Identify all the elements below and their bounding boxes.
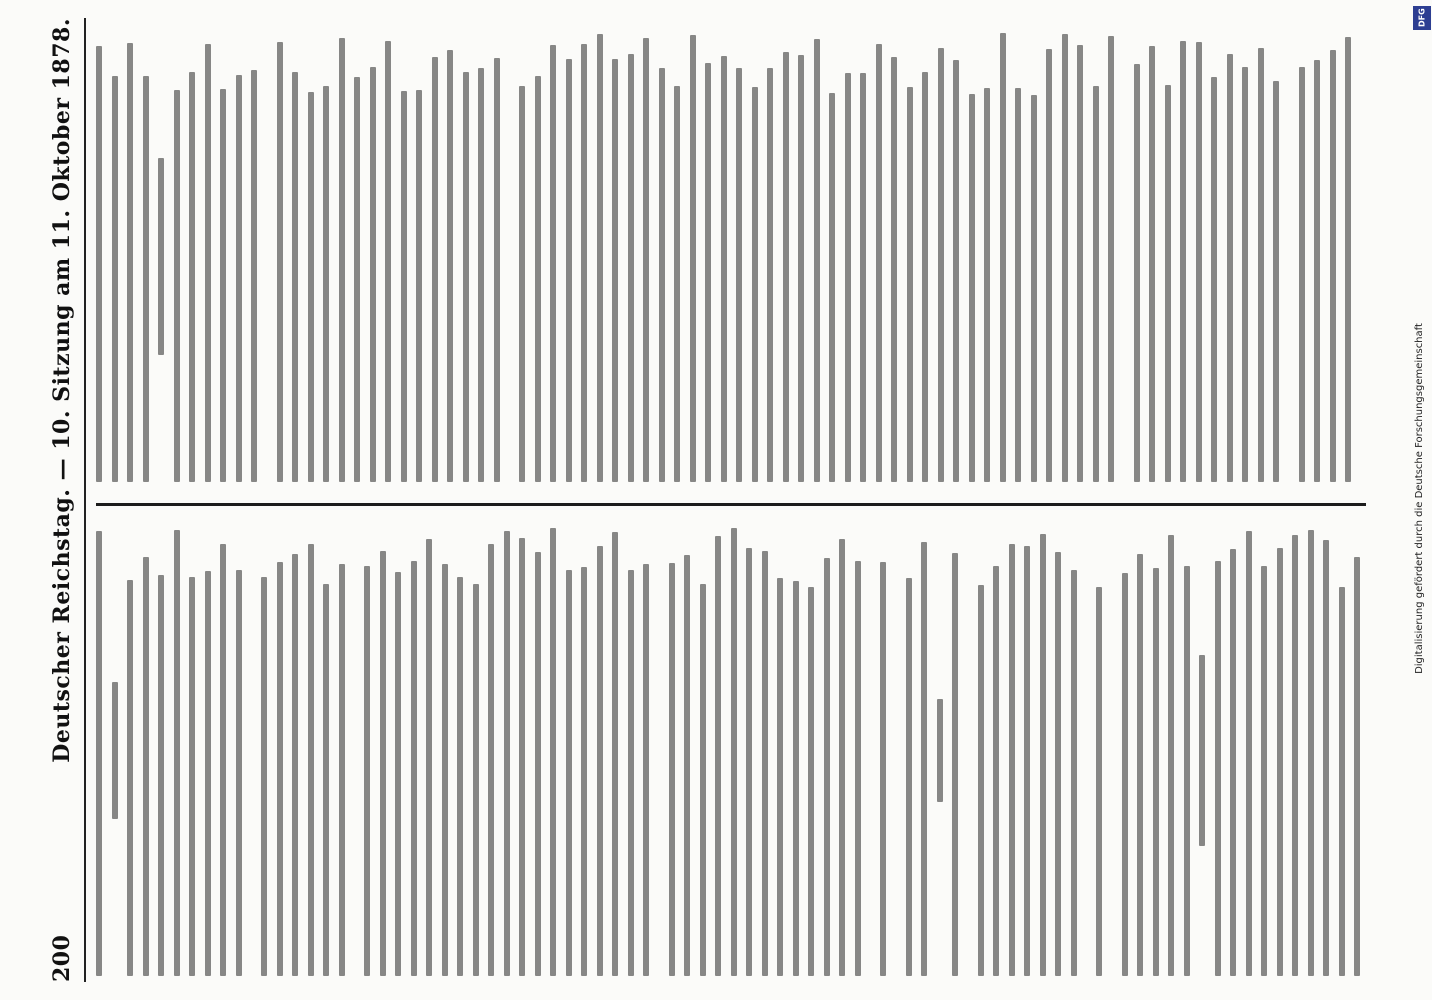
text-line <box>251 70 257 482</box>
text-line <box>690 35 696 482</box>
text-line <box>953 60 959 482</box>
text-line <box>1000 33 1006 482</box>
text-line <box>1153 568 1159 976</box>
text-line <box>1077 45 1083 482</box>
centered-text-line <box>112 683 118 820</box>
paragraph-gap <box>896 526 906 976</box>
text-line <box>1242 67 1248 482</box>
text-line <box>798 55 804 482</box>
text-line <box>1071 570 1077 976</box>
text-line <box>1354 557 1360 976</box>
paragraph-gap <box>1112 526 1122 976</box>
text-line <box>143 558 149 977</box>
text-line <box>891 57 897 482</box>
text-line <box>969 94 975 482</box>
text-line <box>700 584 706 976</box>
text-line <box>1261 566 1267 976</box>
column-divider <box>96 503 1366 506</box>
text-line <box>411 561 417 976</box>
text-line <box>597 546 603 976</box>
text-line <box>1046 49 1052 482</box>
text-line <box>1015 88 1021 482</box>
text-line <box>504 531 510 976</box>
text-line <box>855 561 861 976</box>
text-line <box>432 57 438 482</box>
text-line <box>581 567 587 976</box>
text-line <box>535 76 541 482</box>
right-text-column <box>96 32 1366 482</box>
text-line <box>1055 552 1061 976</box>
text-line <box>519 538 525 976</box>
paragraph-gap <box>267 32 277 482</box>
text-line <box>158 575 164 976</box>
text-line <box>783 52 789 482</box>
text-line <box>380 551 386 976</box>
text-line <box>112 76 118 482</box>
running-title: Deutscher Reichstag. — 10. Sitzung am 11. Oktober 1878. <box>49 18 75 763</box>
text-line <box>143 76 149 482</box>
text-line <box>721 56 727 482</box>
text-line <box>442 564 448 976</box>
page-header <box>40 18 86 982</box>
text-line <box>550 45 556 482</box>
text-line <box>1196 42 1202 482</box>
text-line <box>354 77 360 482</box>
text-line <box>174 530 180 976</box>
text-line <box>752 87 758 482</box>
text-line <box>880 562 886 976</box>
text-line <box>829 93 835 482</box>
text-line <box>1149 46 1155 482</box>
text-line <box>1246 531 1252 976</box>
text-line <box>1031 95 1037 482</box>
text-line <box>860 73 866 482</box>
text-line <box>839 539 845 976</box>
text-line <box>127 43 133 482</box>
text-line <box>845 73 851 482</box>
text-line <box>793 581 799 976</box>
text-line <box>364 566 370 976</box>
text-line <box>814 39 820 482</box>
text-line <box>612 59 618 482</box>
text-line <box>1184 566 1190 976</box>
text-line <box>767 68 773 482</box>
text-line <box>643 38 649 482</box>
text-line <box>1227 54 1233 482</box>
text-line <box>628 570 634 976</box>
paragraph-gap <box>659 526 669 976</box>
text-line <box>1277 548 1283 976</box>
text-line <box>370 67 376 482</box>
centered-text-line <box>1199 656 1205 847</box>
text-line <box>922 72 928 482</box>
text-line <box>127 580 133 976</box>
text-line <box>921 542 927 976</box>
text-line <box>1299 67 1305 482</box>
text-line <box>1134 64 1140 482</box>
left-text-column <box>96 526 1366 976</box>
text-line <box>447 50 453 482</box>
text-line <box>705 63 711 482</box>
text-line <box>612 532 618 976</box>
text-line <box>1168 535 1174 976</box>
dfg-logo: DFG <box>1413 6 1431 30</box>
text-line <box>938 48 944 482</box>
text-line <box>777 578 783 976</box>
text-line <box>762 551 768 976</box>
paragraph-gap <box>1289 32 1299 482</box>
text-line <box>1009 544 1015 976</box>
text-line <box>628 54 634 482</box>
paragraph-gap <box>354 526 364 976</box>
text-line <box>566 570 572 976</box>
text-line <box>1330 50 1336 482</box>
text-line <box>984 88 990 482</box>
text-line <box>488 544 494 976</box>
text-line <box>189 577 195 976</box>
text-line <box>566 59 572 482</box>
text-line <box>385 41 391 482</box>
text-line <box>205 44 211 482</box>
text-line <box>906 578 912 976</box>
text-line <box>308 92 314 482</box>
text-line <box>205 571 211 976</box>
text-line <box>473 584 479 976</box>
text-line <box>1062 34 1068 482</box>
text-line <box>261 577 267 976</box>
paragraph-gap <box>251 526 261 976</box>
text-line <box>978 585 984 976</box>
text-line <box>277 562 283 976</box>
text-line <box>292 554 298 976</box>
text-line <box>907 87 913 482</box>
text-line <box>674 86 680 482</box>
text-line <box>519 86 525 482</box>
digitization-note <box>1410 8 1428 988</box>
text-line <box>715 536 721 976</box>
text-line <box>323 86 329 482</box>
paragraph-gap <box>1086 526 1096 976</box>
text-line <box>174 90 180 482</box>
paragraph-gap <box>509 32 519 482</box>
text-line <box>1093 86 1099 482</box>
text-line <box>236 570 242 976</box>
text-line <box>952 553 958 976</box>
centered-text-line <box>937 700 943 803</box>
text-line <box>277 42 283 482</box>
text-line <box>684 555 690 976</box>
text-line <box>1308 530 1314 976</box>
text-line <box>220 89 226 482</box>
text-line <box>401 91 407 482</box>
centered-text-line <box>158 159 164 356</box>
text-line <box>597 34 603 482</box>
text-line <box>659 68 665 482</box>
paragraph-gap <box>968 526 978 976</box>
text-line <box>1108 37 1114 483</box>
text-line <box>457 577 463 976</box>
text-line <box>1122 573 1128 976</box>
text-line <box>189 72 195 482</box>
text-line <box>426 540 432 977</box>
text-line <box>220 544 226 976</box>
text-line <box>643 564 649 976</box>
paragraph-gap <box>870 526 880 976</box>
text-line <box>1258 48 1264 482</box>
text-line <box>1339 587 1345 976</box>
text-line <box>416 90 422 482</box>
page-number: 200 <box>49 934 75 982</box>
text-line <box>550 528 556 976</box>
text-line <box>581 44 587 482</box>
text-line <box>993 566 999 976</box>
text-line <box>494 58 500 482</box>
text-line <box>463 73 469 483</box>
text-line <box>669 563 675 976</box>
text-line <box>824 558 830 976</box>
text-line <box>236 75 242 482</box>
text-line <box>535 552 541 976</box>
text-line <box>292 72 298 482</box>
text-line <box>1292 535 1298 976</box>
text-line <box>876 44 882 482</box>
text-line <box>323 584 329 976</box>
text-line <box>746 548 752 976</box>
text-line <box>1230 549 1236 976</box>
text-line <box>1345 37 1351 482</box>
text-line <box>339 564 345 976</box>
text-line <box>1314 60 1320 482</box>
text-line <box>1211 77 1217 482</box>
text-line <box>1180 41 1186 482</box>
text-line <box>1273 82 1279 483</box>
text-line <box>731 528 737 976</box>
text-line <box>736 68 742 482</box>
digitization-note-text: Digitalisierung gefördert durch die Deutsche Forschungsgemeinschaft <box>1413 322 1425 674</box>
text-line <box>1165 85 1171 482</box>
paragraph-gap <box>1124 32 1134 482</box>
text-line <box>308 544 314 976</box>
text-line <box>96 531 102 976</box>
text-line <box>478 68 484 482</box>
text-line <box>1040 534 1046 976</box>
text-line <box>339 38 345 482</box>
text-line <box>1024 546 1030 976</box>
text-line <box>1323 540 1329 976</box>
text-line <box>1096 587 1102 976</box>
text-line <box>1215 561 1221 976</box>
text-line <box>395 572 401 976</box>
text-line <box>1137 554 1143 976</box>
text-line <box>808 587 814 976</box>
text-line <box>96 46 102 482</box>
